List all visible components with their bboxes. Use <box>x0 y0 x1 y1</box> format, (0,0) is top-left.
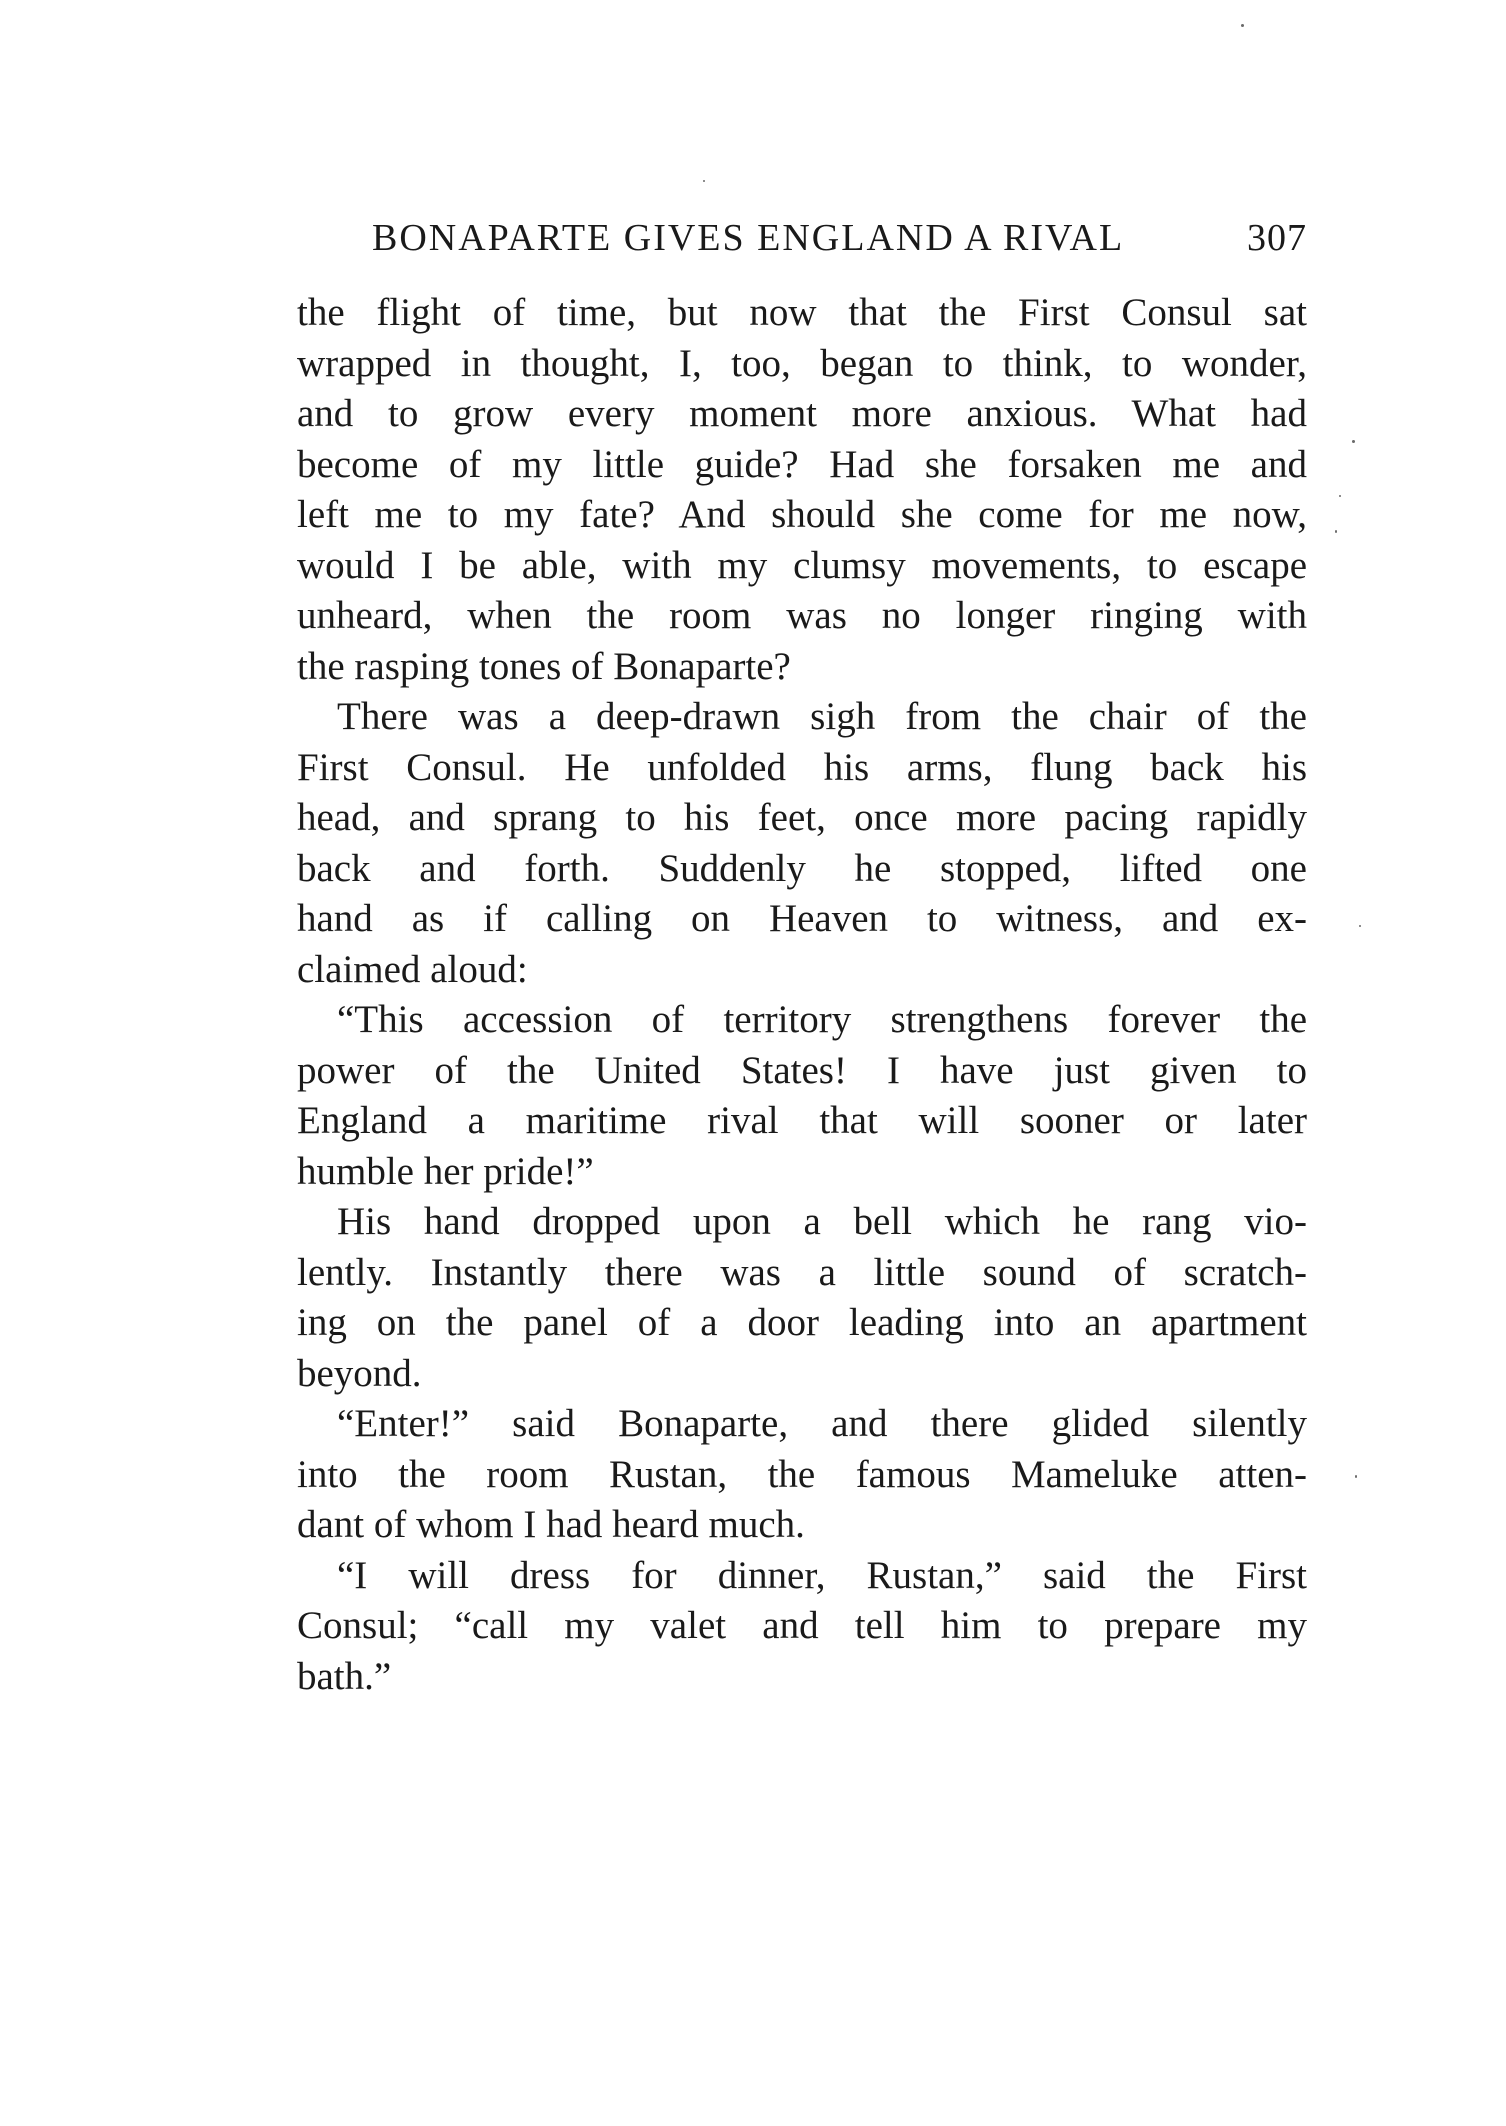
text-line: First Consul. He unfolded his arms, flung back his <box>297 745 1307 789</box>
paragraph-start-line: “Enter!” said Bonaparte, and there glided silently <box>337 1402 1307 1445</box>
scan-speck <box>1355 1475 1357 1478</box>
text-line: England a maritime rival that will sooner or later <box>297 1099 1307 1142</box>
paragraph-end-line: dant of whom I had heard much. <box>297 1503 805 1546</box>
text-line: become of my little guide? Had she forsaken me and <box>297 442 1307 486</box>
body-text <box>297 288 1307 1702</box>
text-line: power of the United States! I have just given to <box>297 1048 1307 1092</box>
text-line: would I be able, with my clumsy movements, to escape <box>297 543 1307 587</box>
text-line: ing on the panel of a door leading into an apartment <box>297 1301 1307 1344</box>
text-line: head, and sprang to his feet, once more pacing rapidly <box>297 796 1307 839</box>
paragraph-end-line: the rasping tones of Bonaparte? <box>297 644 791 688</box>
scan-speck <box>1241 24 1244 27</box>
paragraph-start-line: His hand dropped upon a bell which he rang vio- <box>337 1200 1307 1243</box>
text-line: into the room Rustan, the famous Mameluke atten- <box>297 1452 1307 1496</box>
running-head-title: BONAPARTE GIVES ENGLAND A RIVAL <box>372 217 1125 259</box>
text-line: unheard, when the room was no longer ringing with <box>297 594 1307 637</box>
text-line: and to grow every moment more anxious. What had <box>297 392 1307 435</box>
scan-speck <box>1339 495 1341 497</box>
paragraph-end-line: humble her pride!” <box>297 1149 594 1193</box>
paragraph-end-line: beyond. <box>297 1351 422 1395</box>
paragraph-start-line: There was a deep-drawn sigh from the chair of the <box>337 695 1307 738</box>
page-number: 307 <box>1247 217 1307 259</box>
text-line: wrapped in thought, I, too, began to think, to wonder, <box>297 341 1307 385</box>
paragraph-end-line: claimed aloud: <box>297 947 528 991</box>
text-line: the flight of time, but now that the First Consul sat <box>297 291 1307 334</box>
paragraph-start-line: “This accession of territory strengthens forever the <box>337 998 1307 1041</box>
scan-speck <box>703 180 705 182</box>
text-line: back and forth. Suddenly he stopped, lifted one <box>297 846 1307 890</box>
scan-speck <box>1335 530 1337 533</box>
text-line: left me to my fate? And should she come for me now, <box>297 493 1307 536</box>
scan-speck <box>1359 925 1361 927</box>
text-line: hand as if calling on Heaven to witness, and ex- <box>297 897 1307 940</box>
paragraph-end-line: bath.” <box>297 1654 392 1698</box>
paragraph-start-line: “I will dress for dinner, Rustan,” said the First <box>337 1553 1307 1597</box>
text-line: lently. Instantly there was a little sound of scratch- <box>297 1250 1307 1294</box>
running-head <box>372 210 1307 266</box>
scan-speck <box>1352 440 1355 443</box>
text-line: Consul; “call my valet and tell him to prepare my <box>297 1604 1307 1647</box>
